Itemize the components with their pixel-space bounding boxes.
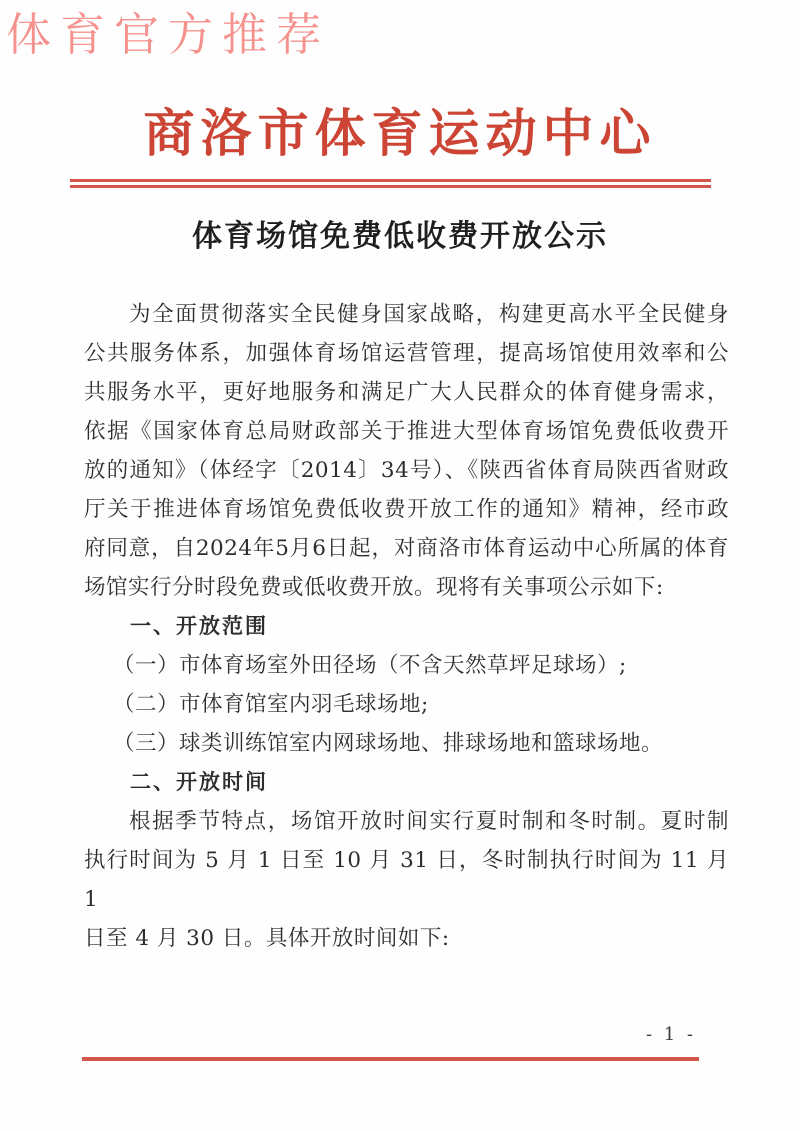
list-item: （三）球类训练馆室内网球场地、排球场地和篮球场地。 (113, 731, 664, 756)
body-line: 为全面贯彻落实全民健身国家战略，构建更高水平全民健身 (129, 302, 729, 327)
body-line: 厅关于推进体育场馆免费低收费开放工作的通知》精神，经市政 (84, 497, 729, 522)
list-item: （一）市体育场室外田径场（不含天然草坪足球场）; (113, 653, 627, 678)
document-title: 体育场馆免费低收费开放公示 (192, 219, 608, 254)
body-line: 根据季节特点，场馆开放时间实行夏时制和冬时制。夏时制 (129, 809, 729, 834)
page-number: - 1 - (645, 1024, 696, 1045)
watermark-text: 体育官方推荐 (6, 8, 331, 61)
footer-divider-rule (82, 1057, 699, 1061)
list-item: （二）市体育馆室内羽毛球场地; (113, 692, 429, 717)
body-line: 放的通知》（体经字〔2014〕34号）、《陕西省体育局陕西省财政 (84, 458, 729, 483)
body-line: 场馆实行分时段免费或低收费开放。现将有关事项公示如下: (84, 575, 664, 600)
body-line: 依据《国家体育总局财政部关于推进大型体育场馆免费低收费开 (84, 419, 729, 444)
body-line: 执行时间为 5 月 1 日至 10 月 31 日，冬时制执行时间为 11 月 1 (84, 848, 729, 912)
body-line: 共服务水平，更好地服务和满足广大人民群众的体育健身需求， (84, 380, 729, 405)
org-letterhead-title: 商洛市体育运动中心 (143, 104, 657, 164)
body-line: 府同意，自2024年5月6日起，对商洛市体育运动中心所属的体育 (84, 536, 729, 561)
notice-body (84, 295, 729, 958)
body-line: 日至 4 月 30 日。具体开放时间如下: (84, 926, 450, 951)
letterhead-divider-rule (70, 179, 711, 188)
section-heading-open-hours: 二、开放时间 (130, 770, 268, 794)
body-line: 公共服务体系，加强体育场馆运营管理，提高场馆使用效率和公 (84, 341, 729, 366)
section-heading-open-scope: 一、开放范围 (130, 614, 268, 638)
